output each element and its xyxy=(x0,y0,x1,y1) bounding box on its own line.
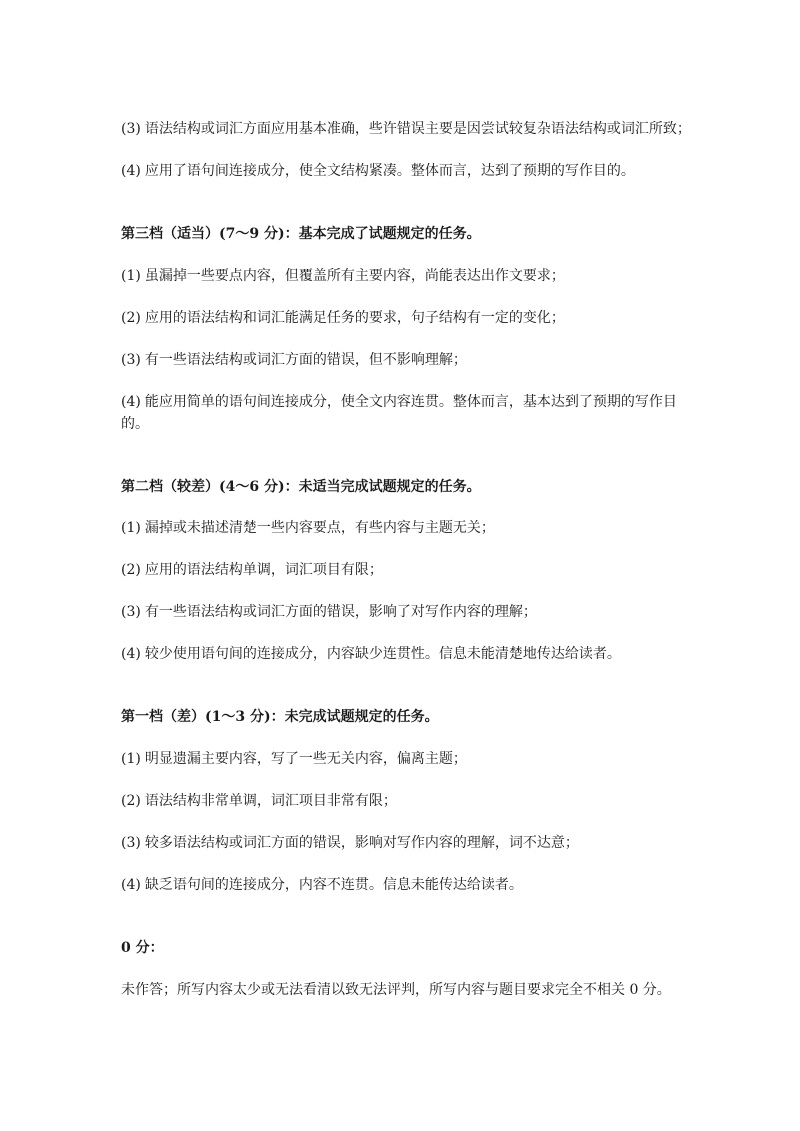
item-number: (2) xyxy=(121,310,141,326)
item-text: 较少使用语句间的连接成分，内容缺少连贯性。信息未能清楚地传达给读者。 xyxy=(144,646,621,662)
list-item xyxy=(121,517,701,539)
item-text: 明显遗漏主要内容，写了一些无关内容，偏离主题； xyxy=(144,751,467,767)
list-item xyxy=(121,265,701,287)
list-item xyxy=(121,643,701,665)
list-item xyxy=(121,307,701,329)
list-item xyxy=(121,790,701,812)
item-number: (1) xyxy=(121,520,141,536)
band3-heading: 第三档（适当）(7～9 分)：基本完成了试题规定的任务。 xyxy=(121,226,481,242)
band0-text: 未作答；所写内容太少或无法看清以致无法评判，所写内容与题目要求完全不相关 0 分。 xyxy=(121,982,671,998)
item-text: 虽漏掉一些要点内容，但覆盖所有主要内容，尚能表达出作文要求； xyxy=(144,268,565,284)
item-number: (4) xyxy=(121,163,141,179)
band2-heading: 第二档（较差）(4～6 分)：未适当完成试题规定的任务。 xyxy=(121,479,481,495)
item-number: (2) xyxy=(121,562,141,578)
item-number: (3) xyxy=(121,604,141,620)
item-text: 语法结构非常单调，词汇项目非常有限； xyxy=(144,793,397,809)
item-number: (3) xyxy=(121,352,141,368)
item-text: 漏掉或未描述清楚一些内容要点，有些内容与主题无关； xyxy=(144,520,495,536)
item-number: (1) xyxy=(121,751,141,767)
list-item xyxy=(121,349,701,371)
item-text: 应用了语句间连接成分，使全文结构紧凑。整体而言，达到了预期的写作目的。 xyxy=(144,163,635,179)
list-item xyxy=(121,559,701,581)
item-text: 缺乏语句间的连接成分，内容不连贯。信息未能传达给读者。 xyxy=(144,877,523,893)
list-item xyxy=(121,118,701,140)
item-number: (4) xyxy=(121,877,141,893)
item-number: (2) xyxy=(121,793,141,809)
band0-heading: 0 分： xyxy=(121,940,164,956)
list-item xyxy=(121,601,701,623)
list-item xyxy=(121,160,701,182)
list-item xyxy=(121,874,701,896)
item-number: (1) xyxy=(121,268,141,284)
item-text: 能应用简单的语句间连接成分，使全文内容连贯。整体而言，基本达到了预期的写作目的。 xyxy=(121,394,677,432)
item-text: 应用的语法结构单调，词汇项目有限； xyxy=(144,562,383,578)
item-number: (4) xyxy=(121,646,141,662)
item-text: 有一些语法结构或词汇方面的错误，影响了对写作内容的理解； xyxy=(144,604,537,620)
item-number: (3) xyxy=(121,835,141,851)
item-number: (4) xyxy=(121,394,141,410)
list-item xyxy=(121,748,701,770)
item-text: 语法结构或词汇方面应用基本准确，些许错误主要是因尝试较复杂语法结构或词汇所致； xyxy=(144,121,691,137)
item-text: 应用的语法结构和词汇能满足任务的要求，句子结构有一定的变化； xyxy=(144,310,565,326)
item-text: 较多语法结构或词汇方面的错误，影响对写作内容的理解，词不达意； xyxy=(144,835,579,851)
item-number: (3) xyxy=(121,121,141,137)
item-text: 有一些语法结构或词汇方面的错误，但不影响理解； xyxy=(144,352,467,368)
list-item xyxy=(121,391,701,435)
band1-heading: 第一档（差）(1～3 分)：未完成试题规定的任务。 xyxy=(121,709,439,725)
list-item xyxy=(121,832,701,854)
